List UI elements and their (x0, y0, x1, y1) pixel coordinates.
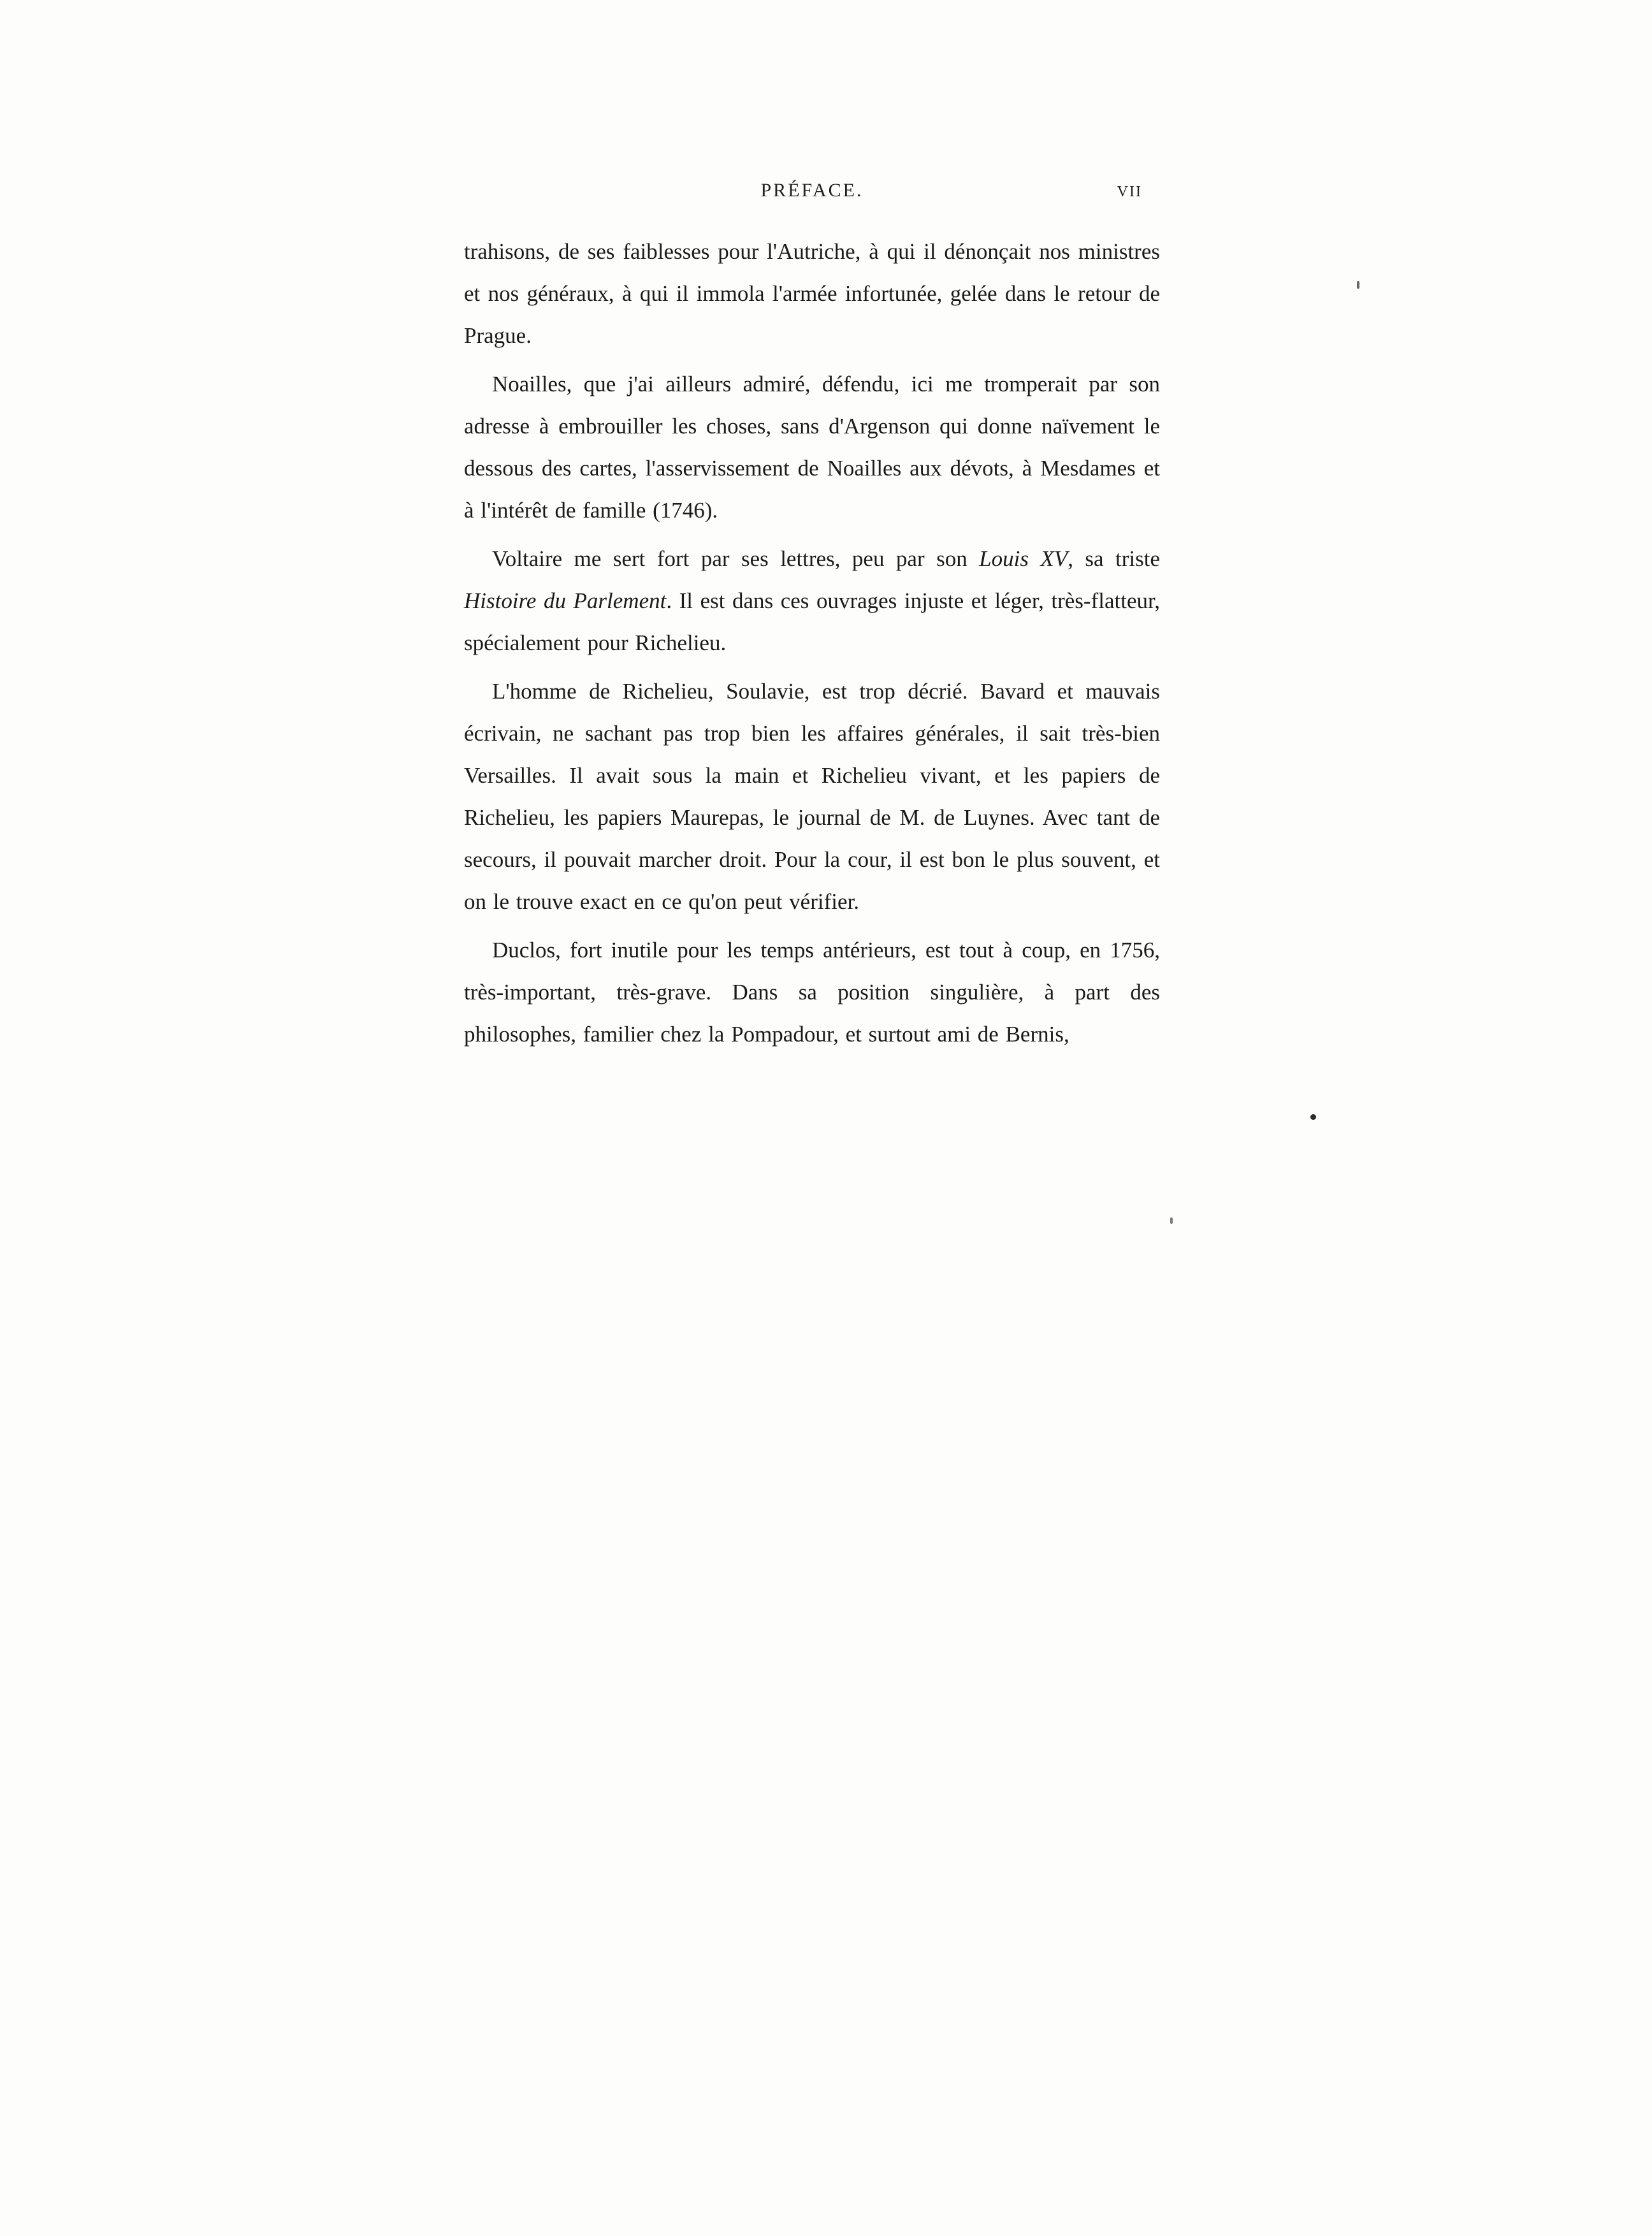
italic-text: Louis XV (979, 546, 1068, 571)
paragraph (464, 231, 1160, 357)
body-text-segment: . Il est dans ces ouvrages injuste et léger, très-flatteur, spécialement pour Richelieu. (464, 588, 1160, 655)
page-number: VII (1117, 184, 1142, 200)
text-column (464, 180, 1160, 1056)
ink-speck (1310, 1114, 1316, 1120)
paragraph (464, 671, 1160, 923)
body-text-segment: Duclos, fort inutile pour les temps antérieurs, est tout à coup, en 1756, très-important, très-grave. Dans sa position singulière, à part des philosophes, familier chez la Pompadour, et surtout ami de Bernis, (464, 938, 1160, 1047)
page-title: PRÉFACE. (760, 180, 864, 201)
italic-text: Histoire du Parlement (464, 588, 667, 613)
body-text-segment: L'homme de Richelieu, Soulavie, est trop décrié. Bavard et mauvais écrivain, ne sachant pas trop bien les affaires générales, il sait très-bien Versailles. Il avait sous la main et Richelieu vivant, et les papiers de Richelieu, les papiers Maurepas, le journal de M. de Luynes. Avec tant de secours, il pouvait marcher droit. Pour la cour, il est bon le plus souvent, et on le trouve exact en ce qu'on peut vérifier. (464, 679, 1160, 914)
body-text-segment: Voltaire me sert fort par ses lettres, peu par son (492, 546, 980, 571)
body-text-segment: trahisons, de ses faiblesses pour l'Autriche, à qui il dénonçait nos ministres et nos généraux, à qui il immola l'armée infortunée, gelée dans le retour de Prague. (464, 239, 1160, 348)
running-head (464, 180, 1160, 214)
scan-mark (1170, 1217, 1173, 1224)
scan-mark (1357, 281, 1359, 289)
page-text (464, 231, 1160, 1056)
paragraph (464, 363, 1160, 532)
body-text-segment: Noailles, que j'ai ailleurs admiré, défendu, ici me tromperait par son adresse à embrouiller les choses, sans d'Argenson qui donne naïvement le dessous des cartes, l'asservissement de Noailles aux dévots, à Mesdames et à l'intérêt de famille (1746). (464, 372, 1160, 523)
paragraph (464, 929, 1160, 1056)
body-text-segment: , sa triste (1068, 546, 1160, 571)
paragraph (464, 538, 1160, 664)
